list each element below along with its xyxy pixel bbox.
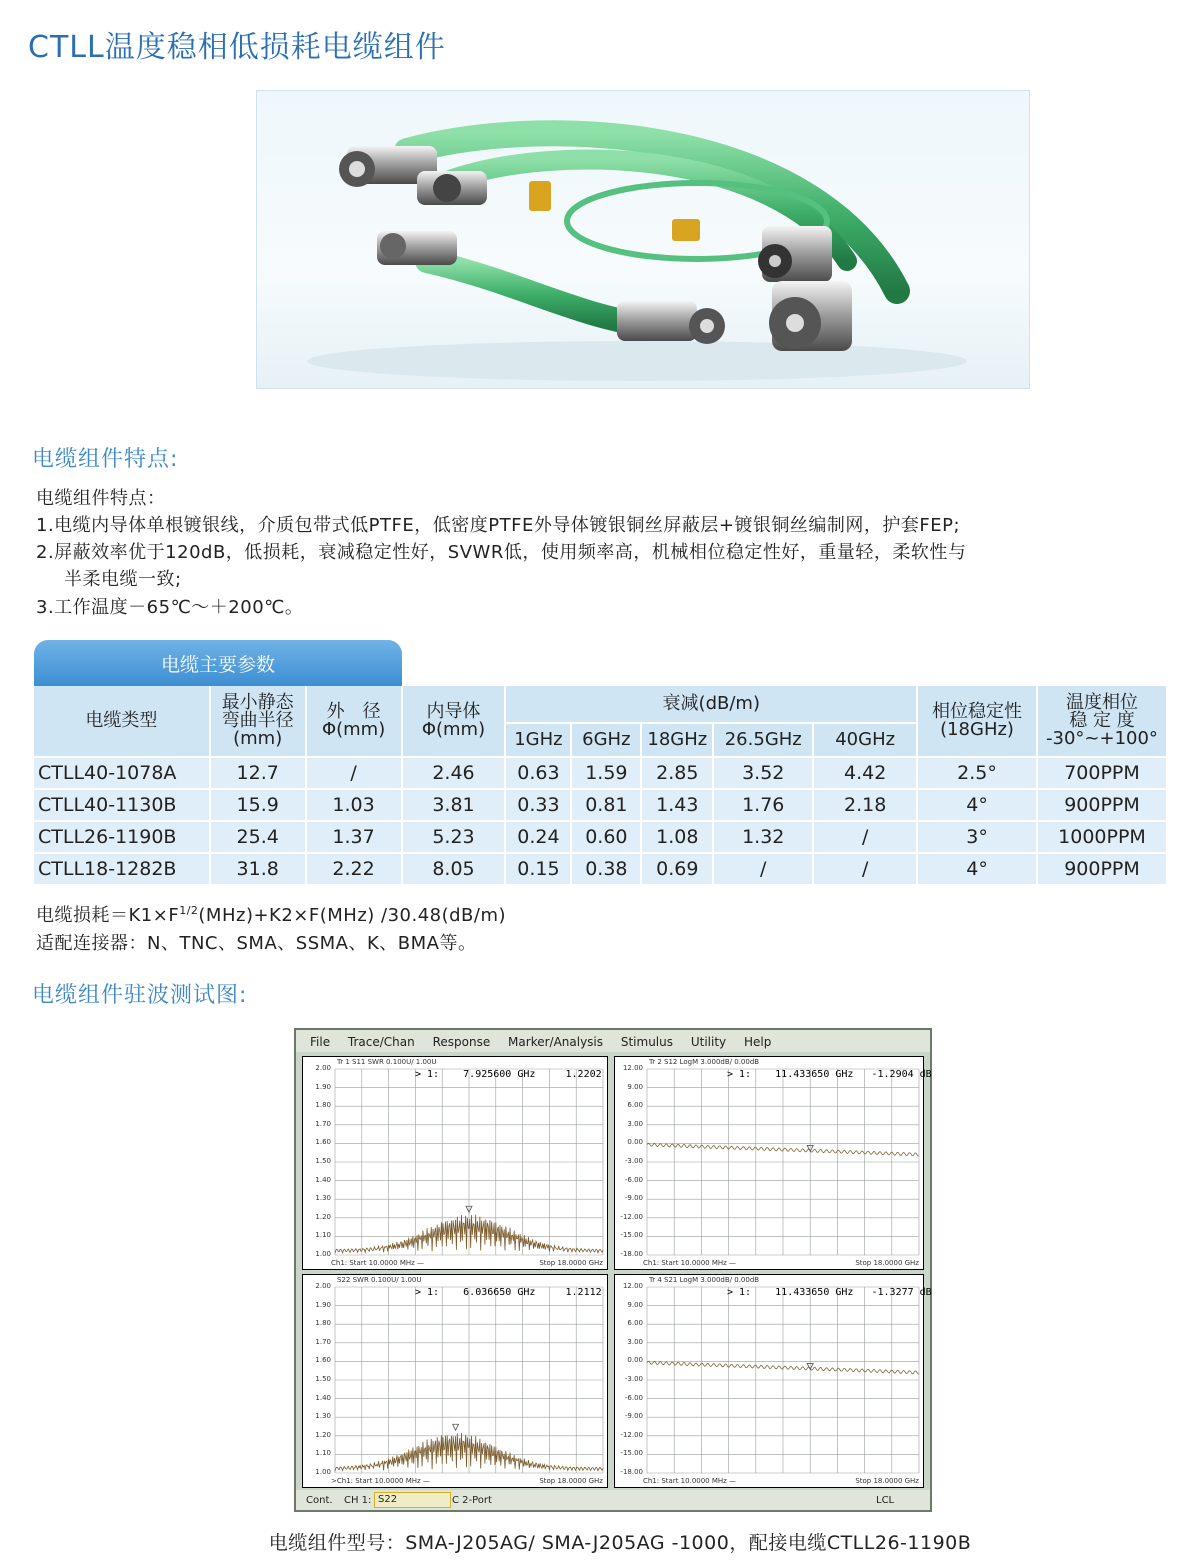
feature-item-3: 3.工作温度－65℃～＋200℃。 [36,597,304,618]
header-6ghz: 6GHz [571,723,641,757]
cable-assembly-photo [256,90,1030,389]
menu-help[interactable]: Help [743,1035,772,1049]
vna-plot-3 [303,1275,607,1487]
y-tick-label: -6.00 [624,1393,643,1402]
header-type: 电缆类型 [34,686,210,757]
menu-stimulus[interactable]: Stimulus [620,1035,673,1049]
vna-menubar [296,1030,930,1052]
y-tick-label: -18.00 [620,1250,643,1258]
y-tick-label: 1.90 [315,1082,331,1091]
loss-formula: 电缆损耗$=K1\times F^{1/2}(MHz)+K2\times F(MHz)$ /30.48(dB/m) [36,904,507,926]
header-inner: 内导体 Φ(mm) [402,686,506,757]
y-tick-label: 1.40 [315,1393,331,1402]
y-tick-label: -12.00 [620,1212,643,1221]
connector-4 [617,301,725,344]
caption: 电缆组件型号：SMA-J205AG/ SMA-J205AG -1000，配接电缆CTLL26-1190B [268,1532,972,1554]
header-temp: 温度相位 稳 定 度 -30°~+100° [1037,686,1167,757]
y-tick-label: 2.00 [315,1064,331,1072]
y-tick-label: 1.80 [315,1319,331,1328]
y-tick-label: 9.00 [627,1300,643,1309]
y-tick-label: 1.80 [315,1101,331,1110]
vna-plot-2 [615,1057,923,1269]
vna-plot-1 [303,1057,607,1269]
header-phase: 相位稳定性 (18GHz) [917,686,1037,757]
y-tick-label: -15.00 [620,1449,643,1458]
header-radius: 最小静态 弯曲半径 (mm) [210,686,306,757]
vna-statusbar: Cont. CH 1: S22 C 2-Port LCL [296,1490,930,1510]
menu-response[interactable]: Response [432,1035,491,1049]
y-tick-label: 1.60 [315,1138,331,1147]
connector-2 [417,171,487,205]
y-tick-label: -6.00 [624,1175,643,1184]
y-tick-label: 12.00 [622,1282,643,1290]
y-tick-label: 1.10 [315,1449,331,1458]
connector-6 [769,281,852,351]
y-tick-label: 1.50 [315,1157,331,1165]
y-tick-label: 1.20 [315,1212,331,1221]
feature-item-2: 2.屏蔽效率优于120dB，低损耗，衰减稳定性好，SVWR低，使用频率高，机械相位稳定性好，重量轻，柔软性与 [36,542,967,563]
y-tick-label: 6.00 [627,1319,643,1328]
header-attenuation: 衰减(dB/m) [505,686,917,723]
y-tick-label: 3.00 [627,1337,643,1346]
features-heading: 电缆组件特点: [32,447,179,472]
header-18ghz: 18GHz [641,723,713,757]
vna-plot-4 [615,1275,923,1487]
table-row: CTLL40-1130B 15.9 1.03 3.81 0.33 0.81 1.43 1.76 2.18 4° 900PPM [34,789,1167,821]
y-tick-label: 12.00 [622,1064,643,1072]
connectors-text: 适配连接器：N、TNC、SMA、SSMA、K、BMA等。 [36,933,477,954]
y-tick-label: 1.40 [315,1175,331,1184]
connector-3 [377,231,457,265]
spec-table-tab: 电缆主要参数 [34,640,402,686]
vna-screenshot [294,1028,932,1512]
feature-item-2-cont: 半柔电缆一致; [64,569,182,590]
vna-panel-4: Tr 4 S21 LogM 3.000dB/ 0.00dB > 1: 11.433650 GHz -1.3277 dB Ch1: Start 10.0000 MHz — Stop 18.0000 GHz 12.00 9.00 6.00 3.00 0.00 -3.00 -6.00 -9.00 -12.00 -15.00 -18.00 [614,1274,924,1488]
y-tick-label: -15.00 [620,1231,643,1240]
y-tick-label: 1.70 [315,1337,331,1346]
vna-param-box[interactable]: S22 [374,1492,451,1508]
y-tick-label: 1.50 [315,1375,331,1383]
feature-item-1: 1.电缆内导体单根镀银线，介质包带式低PTFE，低密度PTFE外导体镀银铜丝屏蔽层+镀银铜丝编制网，护套FEP; [36,515,961,536]
y-tick-label: 3.00 [627,1119,643,1128]
y-tick-label: -18.00 [620,1468,643,1476]
menu-trace-chan[interactable]: Trace/Chan [347,1035,415,1049]
table-row: CTLL18-1282B 31.8 2.22 8.05 0.15 0.38 0.69 / / 4° 900PPM [34,853,1167,885]
connector-5 [758,226,832,282]
y-tick-label: 1.20 [315,1430,331,1439]
vswr-heading: 电缆组件驻波测试图: [32,983,248,1008]
header-26-5ghz: 26.5GHz [713,723,813,757]
y-tick-label: 1.00 [315,1250,331,1258]
spec-table [34,686,1168,886]
menu-utility[interactable]: Utility [690,1035,727,1049]
y-tick-label: -3.00 [624,1157,643,1165]
marker-1 [453,1424,459,1430]
y-tick-label: 0.00 [627,1356,643,1365]
table-row: CTLL26-1190B 25.4 1.37 5.23 0.24 0.60 1.08 1.32 / 3° 1000PPM [34,821,1167,853]
y-tick-label: 1.60 [315,1356,331,1365]
menu-file[interactable]: File [310,1035,331,1049]
features-intro: 电缆组件特点： [36,488,166,509]
header-1ghz: 1GHz [505,723,571,757]
y-tick-label: 1.00 [315,1468,331,1476]
y-tick-label: -3.00 [624,1375,643,1383]
vna-panel-3: S22 SWR 0.100U/ 1.00U > 1: 6.036650 GHz 1.2112 >Ch1: Start 10.0000 MHz — Stop 18.0000 GHz 2.00 1.90 1.80 1.70 1.60 1.50 1.40 1.30 1.20 1.10 1.00 [302,1274,608,1488]
y-tick-label: 9.00 [627,1082,643,1091]
y-tick-label: 1.10 [315,1231,331,1240]
vna-panel-1: Tr 1 S11 SWR 0.100U/ 1.00U > 1: 7.925600 GHz 1.2202 Ch1: Start 10.0000 MHz — Stop 18.0000 GHz 2.00 1.90 1.80 1.70 1.60 1.50 1.40 1.30 1.20 1.10 1.00 [302,1056,608,1270]
page-title: CTLL温度稳相低损耗电缆组件 [28,30,446,65]
vna-panel-2: Tr 2 S12 LogM 3.000dB/ 0.00dB > 1: 11.433650 GHz -1.2904 dB Ch1: Start 10.0000 MHz — Stop 18.0000 GHz 12.00 9.00 6.00 3.00 0.00 -3.00 -6.00 -9.00 -12.00 -15.00 -18.00 [614,1056,924,1270]
menu-marker-analysis[interactable]: Marker/Analysis [508,1035,604,1049]
y-tick-label: 2.00 [315,1282,331,1290]
y-tick-label: -9.00 [624,1194,643,1203]
y-tick-label: 1.90 [315,1300,331,1309]
table-row: CTLL40-1078A 12.7 / 2.46 0.63 1.59 2.85 3.52 4.42 2.5° 700PPM [34,757,1167,789]
y-tick-label: 6.00 [627,1101,643,1110]
y-tick-label: 0.00 [627,1138,643,1147]
header-40ghz: 40GHz [813,723,917,757]
y-tick-label: 1.70 [315,1119,331,1128]
y-tick-label: 1.30 [315,1194,331,1203]
header-od: 外 径 Φ(mm) [306,686,402,757]
y-tick-label: -12.00 [620,1430,643,1439]
y-tick-label: 1.30 [315,1412,331,1421]
y-tick-label: -9.00 [624,1412,643,1421]
